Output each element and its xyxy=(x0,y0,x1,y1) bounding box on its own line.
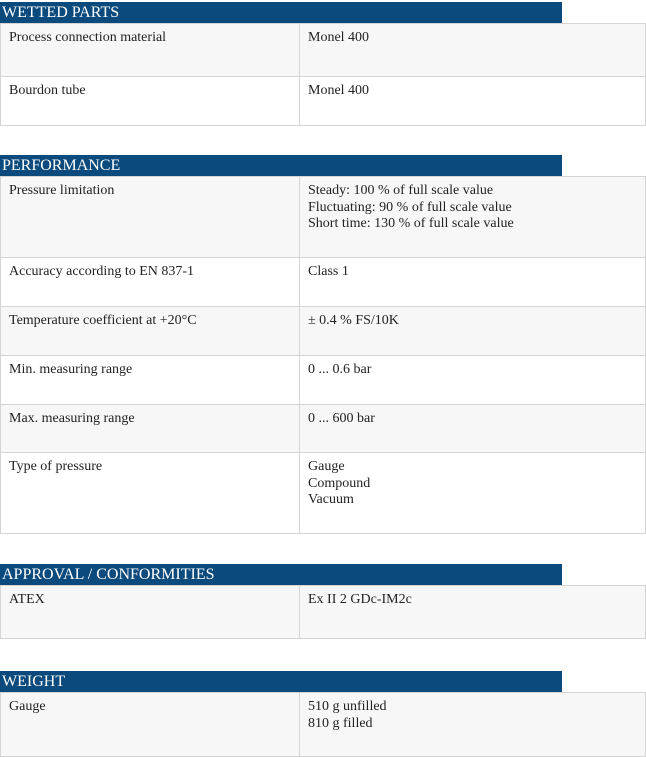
row-label: Accuracy according to EN 837-1 xyxy=(1,258,300,306)
table-row xyxy=(0,356,646,405)
row-value: Monel 400 xyxy=(308,83,370,98)
table-row xyxy=(0,307,646,356)
table-row xyxy=(0,77,646,126)
row-value: Ex II 2 GDc-IM2c xyxy=(308,592,412,607)
table-row xyxy=(0,405,646,453)
table-row xyxy=(0,177,646,258)
row-label: Max. measuring range xyxy=(1,405,300,452)
row-value: Class 1 xyxy=(308,264,349,279)
row-value: ± 0.4 % FS/10K xyxy=(308,313,399,328)
table-row xyxy=(0,258,646,307)
section-header: WEIGHT xyxy=(0,671,562,692)
spec-table xyxy=(0,176,646,534)
spec-table xyxy=(0,692,646,757)
row-label: Temperature coefficient at +20°C xyxy=(1,307,300,355)
spec-table xyxy=(0,23,646,126)
row-value: 0 ... 600 bar xyxy=(308,411,375,426)
row-label: Gauge xyxy=(1,693,300,756)
row-label: ATEX xyxy=(1,586,300,638)
section-header: APPROVAL / CONFORMITIES xyxy=(0,564,562,585)
row-value: Steady: 100 % of full scale value Fluctuating: 90 % of full scale value Short time: 130 % of full scale value xyxy=(308,183,514,231)
row-label: Min. measuring range xyxy=(1,356,300,404)
row-value: Monel 400 xyxy=(308,30,370,45)
table-row xyxy=(0,693,646,757)
row-value: 510 g unfilled 810 g filled xyxy=(308,699,387,731)
row-value: Gauge Compound Vacuum xyxy=(308,459,371,507)
table-row xyxy=(0,24,646,77)
row-label: Pressure limitation xyxy=(1,177,300,257)
section-header: WETTED PARTS xyxy=(0,2,562,23)
row-value: 0 ... 0.6 bar xyxy=(308,362,372,377)
section-header: PERFORMANCE xyxy=(0,155,562,176)
row-label: Process connection material xyxy=(1,24,300,76)
table-row xyxy=(0,453,646,534)
row-label: Type of pressure xyxy=(1,453,300,533)
row-label: Bourdon tube xyxy=(1,77,300,125)
table-row xyxy=(0,586,646,639)
spec-table xyxy=(0,585,646,639)
